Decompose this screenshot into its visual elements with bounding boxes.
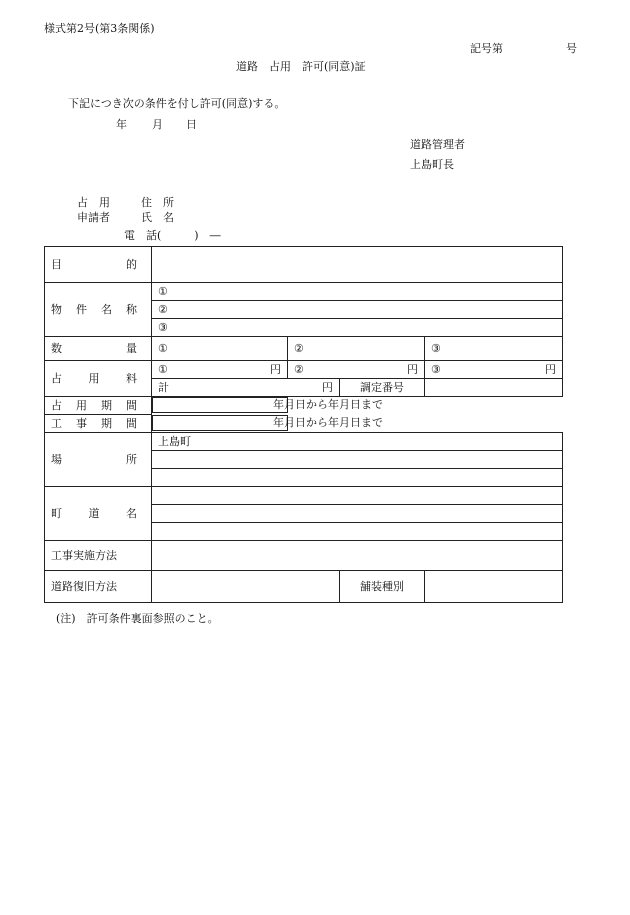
fee-1[interactable]: ① 円	[152, 361, 288, 379]
applicant-phone-label: 電 話( ) ―	[124, 229, 221, 242]
purpose-value[interactable]	[152, 247, 563, 283]
date-day: 日	[186, 118, 197, 131]
footnote: (注) 許可条件裏面参照のこと。	[56, 612, 219, 625]
road-row-1[interactable]	[152, 487, 563, 505]
work-period-value[interactable]: 年 月 日から 年 月 日まで	[152, 415, 288, 431]
item-row-1[interactable]: ①	[152, 283, 563, 301]
place-row-2[interactable]	[152, 451, 563, 469]
pavement-type-value[interactable]	[425, 571, 563, 603]
document-title: 道路 占用 許可(同意)証	[236, 60, 366, 73]
place-row-3[interactable]	[152, 469, 563, 487]
go-label: 号	[566, 42, 577, 55]
quantity-1[interactable]: ①	[152, 337, 288, 361]
date-year: 年	[116, 118, 127, 131]
permit-form-table	[44, 246, 563, 603]
place-row-1[interactable]: 上島町	[152, 433, 563, 451]
fee-2[interactable]: ② 円	[288, 361, 425, 379]
fee-label: 占 用 料	[45, 361, 152, 397]
item-row-3[interactable]: ③	[152, 319, 563, 337]
applicant-role-1: 占 用	[77, 196, 110, 209]
work-period-label: 工 事 期 間	[45, 415, 152, 433]
item-name-label: 物 件 名 称	[45, 283, 152, 337]
restore-method-value[interactable]	[152, 571, 340, 603]
quantity-2[interactable]: ②	[288, 337, 425, 361]
pavement-type-label: 舗装種別	[340, 571, 425, 603]
place-label: 場 所	[45, 433, 152, 487]
form-number: 様式第2号(第3条関係)	[44, 22, 155, 35]
work-method-label: 工事実施方法	[45, 541, 152, 571]
admin-name: 上島町長	[410, 158, 454, 171]
item-row-2[interactable]: ②	[152, 301, 563, 319]
applicant-name-label: 氏 名	[141, 211, 174, 224]
road-name-label: 町 道 名	[45, 487, 152, 541]
fee-3[interactable]: ③ 円	[425, 361, 563, 379]
occupancy-period-value[interactable]: 年 月 日から 年 月 日まで	[152, 397, 288, 413]
restore-method-label: 道路復旧方法	[45, 571, 152, 603]
applicant-address-label: 住 所	[141, 196, 174, 209]
date-month: 月	[152, 118, 163, 131]
road-row-3[interactable]	[152, 523, 563, 541]
quantity-label: 数 量	[45, 337, 152, 361]
quantity-3[interactable]: ③	[425, 337, 563, 361]
kigo-label: 記号第	[470, 42, 503, 55]
chotei-label: 調定番号	[340, 379, 425, 397]
fee-total[interactable]: 計 円	[152, 379, 340, 397]
work-method-value[interactable]	[152, 541, 563, 571]
admin-title: 道路管理者	[410, 138, 465, 151]
applicant-role-2: 申請者	[77, 211, 110, 224]
purpose-label: 目 的	[45, 247, 152, 283]
approval-statement: 下記につき次の条件を付し許可(同意)する。	[68, 97, 286, 110]
road-row-2[interactable]	[152, 505, 563, 523]
chotei-value[interactable]	[425, 379, 563, 397]
occupancy-period-label: 占 用 期 間	[45, 397, 152, 415]
